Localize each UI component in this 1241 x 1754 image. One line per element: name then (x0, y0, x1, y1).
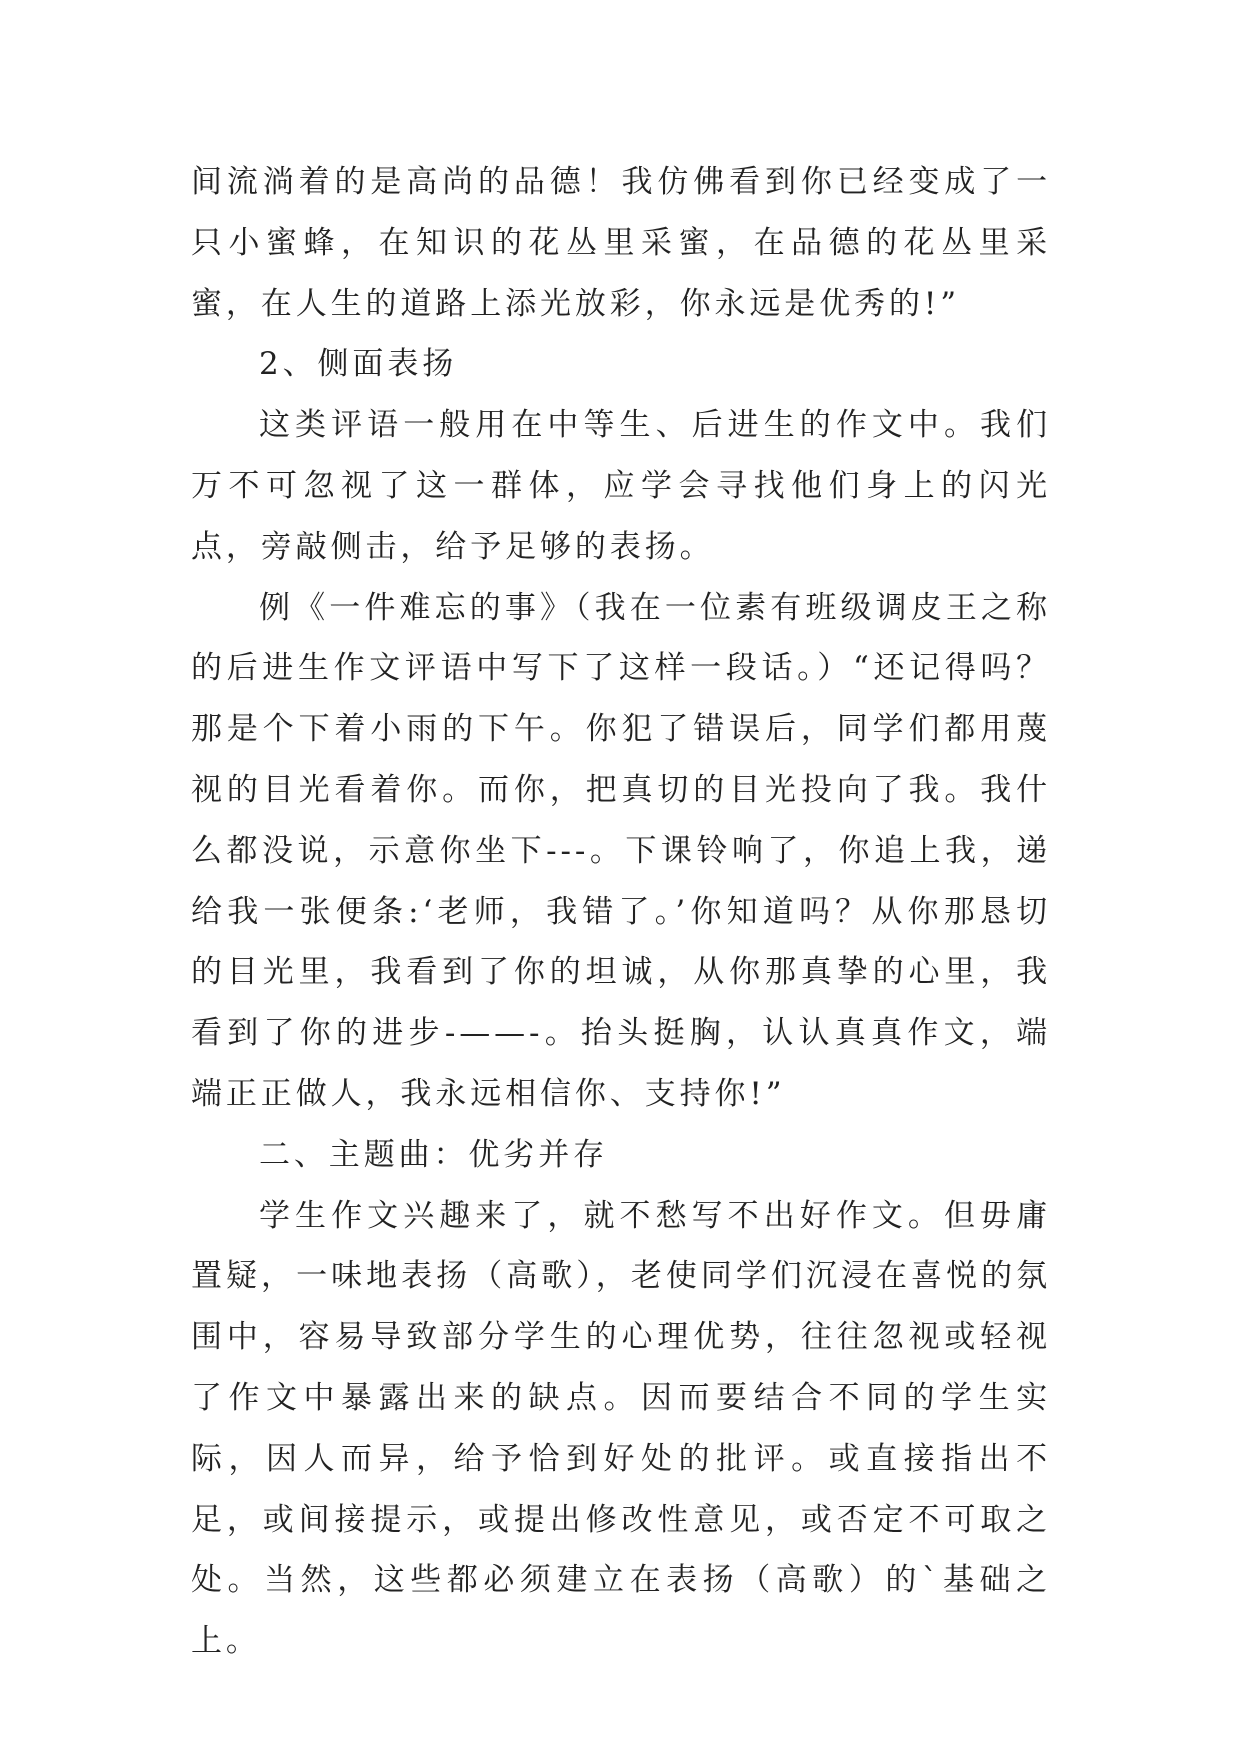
paragraph-continued: 间流淌着的是高尚的品德！我仿佛看到你已经变成了一只小蜜蜂，在知识的花丛里采蜜，在品德的花丛里采蜜，在人生的道路上添光放彩，你永远是优秀的!” (191, 164, 1051, 322)
paragraph-example: 例《一件难忘的事》（我在一位素有班级调皮王之称的后进生作文评语中写下了这样一段话。）“还记得吗？那是个下着小雨的下午。你犯了错误后，同学们都用蔑视的目光看着你。而你，把真切的目光投向了我。我什么都没说，示意你坐下---。下课铃响了，你追上我，递给我一张便条:‘老师，我错了。’你知道吗？从你那恳切的目光里，我看到了你的坦诚，从你那真挚的心里，我看到了你的进步-——-。抬头挺胸，认认真真作文，端端正正做人，我永远相信你、支持你!” (191, 589, 1051, 1112)
paragraph-side-praise-intro: 这类评语一般用在中等生、后进生的作文中。我们万不可忽视了这一群体，应学会寻找他们身上的闪光点，旁敲侧击，给予足够的表扬。 (191, 407, 1051, 565)
heading-side-praise: 2、侧面表扬 (259, 346, 458, 383)
paragraph-theme-song: 学生作文兴趣来了，就不愁写不出好作文。但毋庸置疑，一味地表扬（高歌），老使同学们沉浸在喜悦的氛围中，容易导致部分学生的心理优势，往往忽视或轻视了作文中暴露出来的缺点。因而要结合不同的学生实际，因人而异，给予恰到好处的批评。或直接指出不足，或间接提示，或提出修改性意见，或否定不可取之处。当然，这些都必须建立在表扬（高歌）的`基础之上。 (191, 1197, 1051, 1660)
heading-theme-song: 二、主题曲：优劣并存 (259, 1136, 608, 1173)
document-page (191, 152, 1051, 1672)
